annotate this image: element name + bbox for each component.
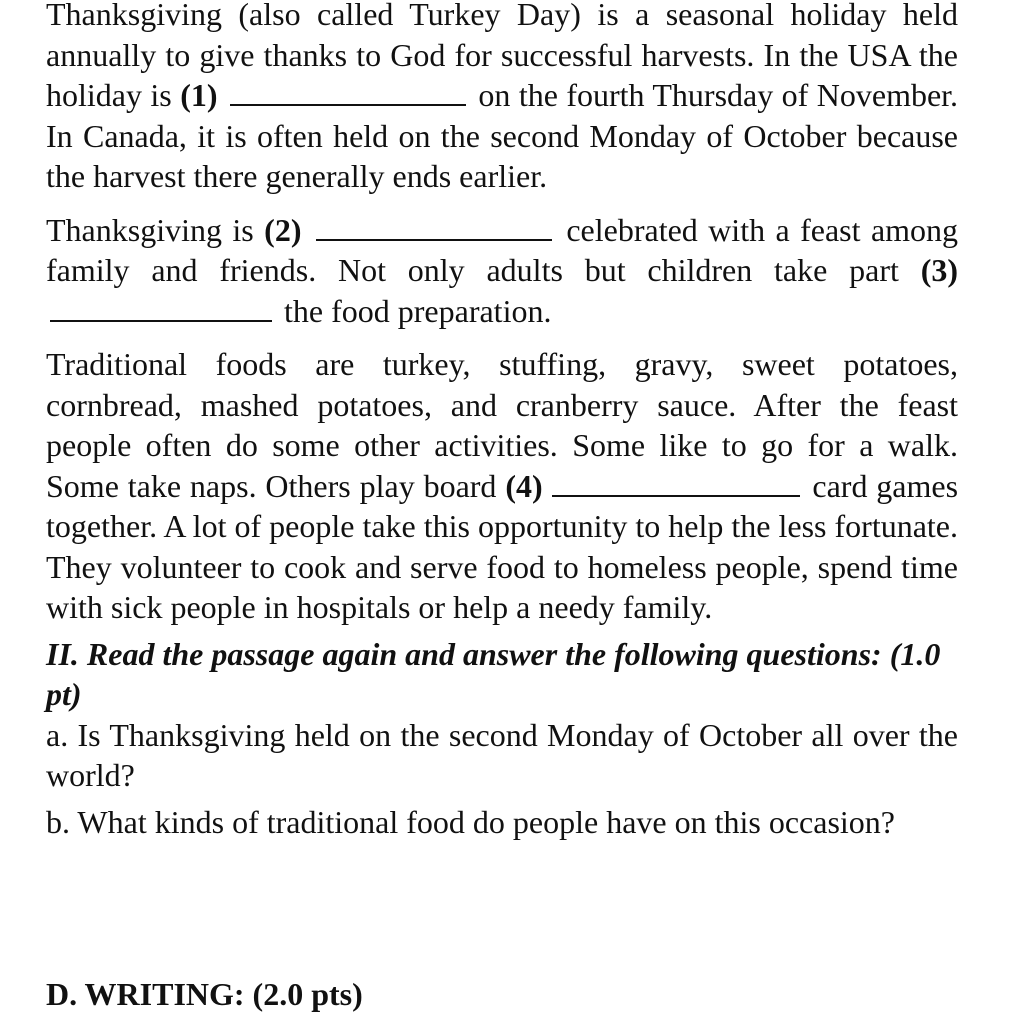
answer-blank-1[interactable] [230, 103, 466, 106]
question-b: b. What kinds of traditional food do people have on this occasion? [46, 803, 895, 840]
paragraph-text: Traditional foods are turkey, stuffing, gravy, sweet potatoes, cornbread, mashed potatoes, and cranberry sauce. After the feast people often do some other activities. Some like to go for a walk. Some take naps. Others play board [46, 346, 958, 504]
passage-paragraph-3 [46, 344, 958, 628]
next-section-heading-cut: D. WRITING: (2.0 pts) [46, 976, 363, 1012]
passage-paragraph-2 [46, 210, 958, 332]
section-heading: II. Read the passage again and answer the following questions: (1.0 pt) [46, 635, 941, 712]
passage-paragraph-1 [46, 0, 958, 197]
paragraph-text: celebrated with a feast among family and friends. Not only adults but children take part [46, 211, 959, 288]
answer-blank-4[interactable] [552, 494, 800, 497]
paragraph-text: on the fourth Thursday of November. In Canada, it is often held on the second Monday of October because the harvest there generally ends earlier. [46, 77, 959, 194]
paragraph-text: card games together. A lot of people take this opportunity to help the less fortunate. They volunteer to cook and serve food to homeless people, spend time with sick people in hospitals or help a needy family. [46, 467, 959, 625]
answer-blank-2[interactable] [316, 238, 552, 241]
paragraph-text: the food preparation. [284, 292, 552, 329]
blank-number-3: (3) [920, 252, 959, 288]
question-a: a. Is Thanksgiving held on the second Monday of October all over the world? [46, 716, 958, 793]
worksheet-page [46, 0, 958, 842]
blank-number-4: (4) [505, 467, 543, 504]
blank-number-2: (2) [264, 211, 302, 248]
paragraph-text: Thanksgiving (also called Turkey Day) is a seasonal holiday held annually to give thanks to God for successful harvests. In the USA the holiday is [46, 0, 958, 113]
paragraph-text: Thanksgiving is [46, 211, 254, 248]
blank-number-1: (1) [180, 77, 218, 113]
answer-blank-3[interactable] [50, 319, 272, 322]
